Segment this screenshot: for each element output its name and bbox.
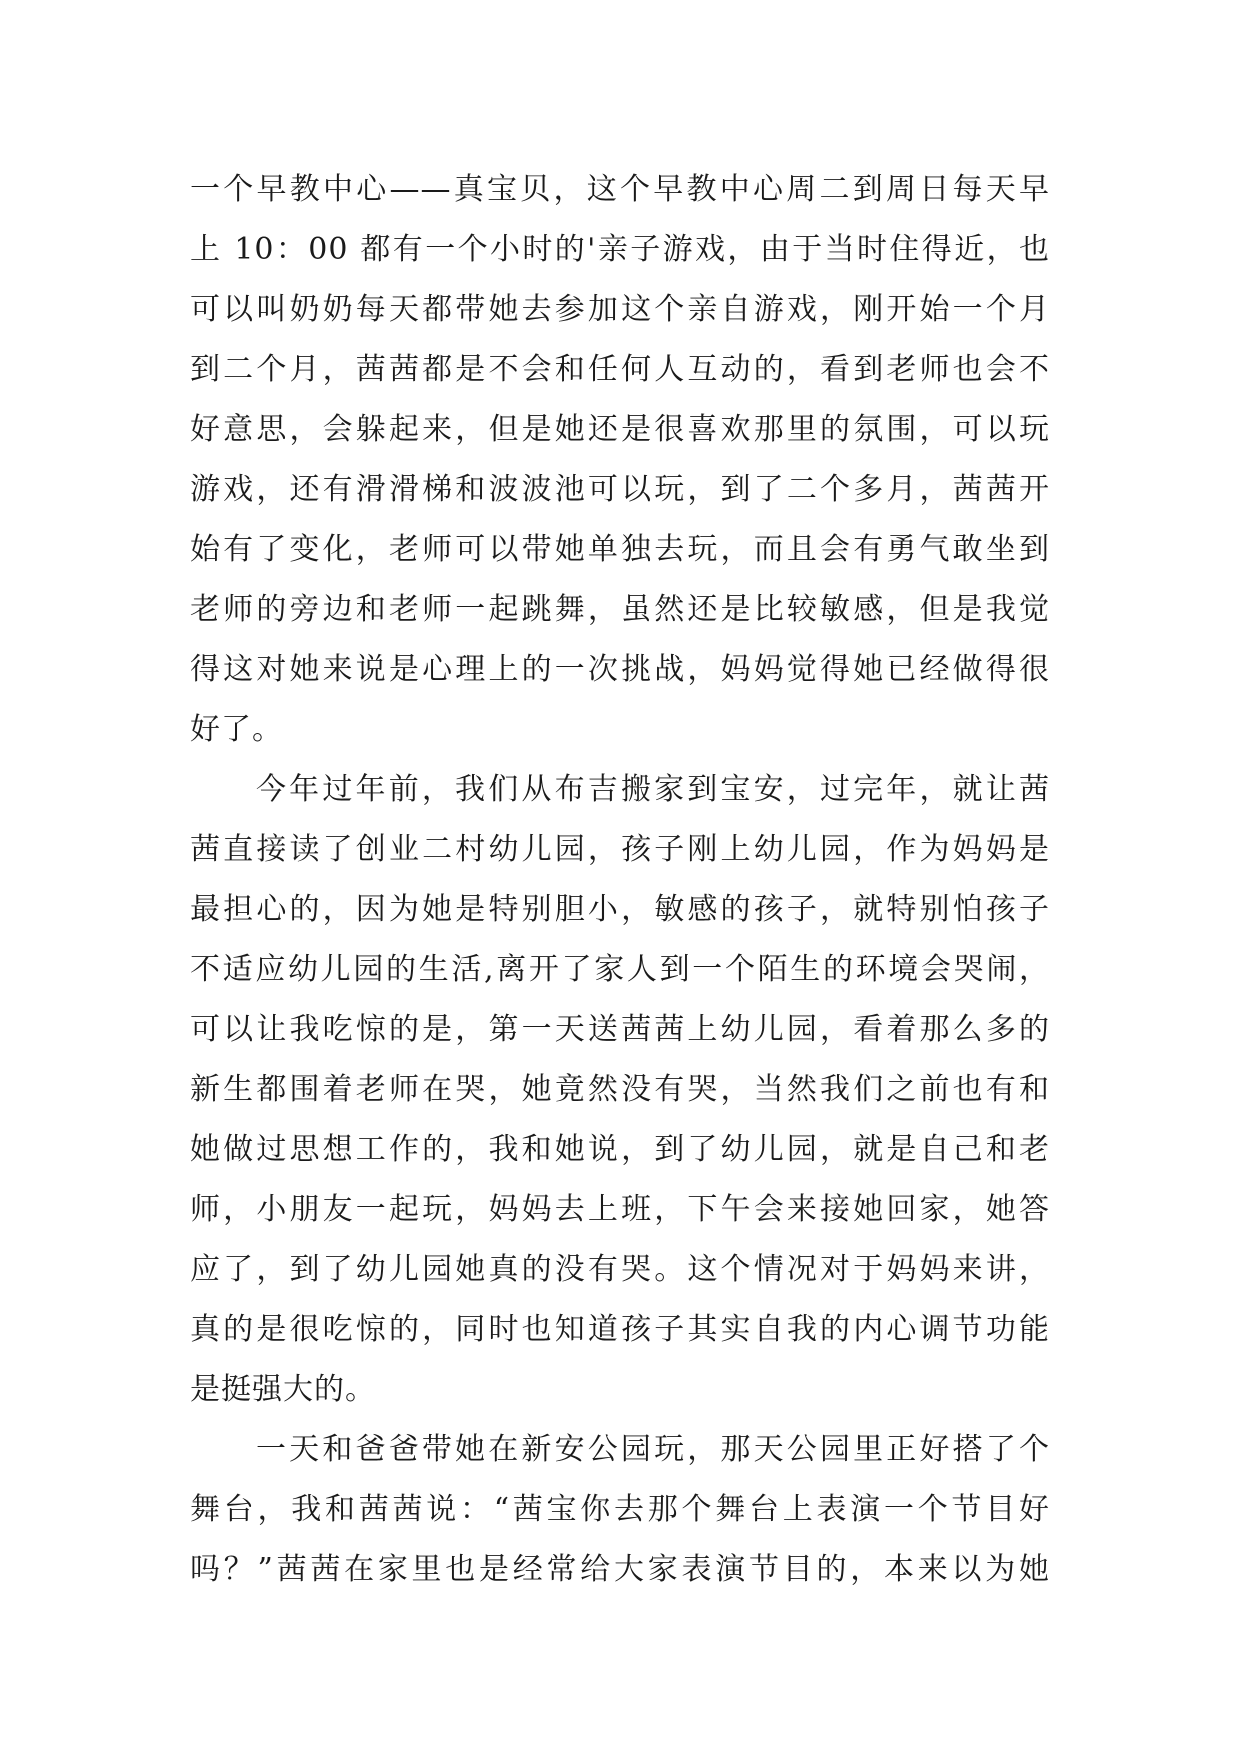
text-line: 应了，到了幼儿园她真的没有哭。这个情况对于妈妈来讲，	[190, 1252, 1050, 1287]
text-line: 始有了变化，老师可以带她单独去玩，而且会有勇气敢坐到	[190, 532, 1050, 567]
text-line: 可以让我吃惊的是，第一天送茜茜上幼儿园，看着那么多的	[190, 1012, 1050, 1047]
text-line: 得这对她来说是心理上的一次挑战，妈妈觉得她已经做得很	[190, 652, 1050, 687]
text-line: 师，小朋友一起玩，妈妈去上班，下午会来接她回家，她答	[190, 1192, 1050, 1227]
text-line: 好了。	[190, 712, 283, 747]
body-text	[190, 160, 1050, 1600]
text-line: 是挺强大的。	[190, 1372, 376, 1407]
text-line: 新生都围着老师在哭，她竟然没有哭，当然我们之前也有和	[190, 1072, 1050, 1107]
paragraph-2	[190, 760, 1050, 1420]
text-line: 老师的旁边和老师一起跳舞，虽然还是比较敏感，但是我觉	[190, 592, 1050, 627]
text-line: 最担心的，因为她是特别胆小，敏感的孩子，就特别怕孩子	[190, 892, 1050, 927]
text-line: 上 10：00 都有一个小时的'亲子游戏，由于当时住得近，也	[190, 232, 1050, 267]
text-line: 她做过思想工作的，我和她说，到了幼儿园，就是自己和老	[190, 1132, 1050, 1167]
text-line: 到二个月，茜茜都是不会和任何人互动的，看到老师也会不	[190, 352, 1050, 387]
text-line: 舞台，我和茜茜说：“茜宝你去那个舞台上表演一个节目好	[190, 1492, 1050, 1527]
text-line: 一个早教中心——真宝贝，这个早教中心周二到周日每天早	[190, 172, 1050, 207]
text-line: 游戏，还有滑滑梯和波波池可以玩，到了二个多月，茜茜开	[190, 472, 1050, 507]
text-line: 一天和爸爸带她在新安公园玩，那天公园里正好搭了个	[256, 1432, 1050, 1467]
text-line: 今年过年前，我们从布吉搬家到宝安，过完年，就让茜	[256, 772, 1050, 807]
text-line: 真的是很吃惊的，同时也知道孩子其实自我的内心调节功能	[190, 1312, 1050, 1347]
text-line: 好意思，会躲起来，但是她还是很喜欢那里的氛围，可以玩	[190, 412, 1050, 447]
text-line: 可以叫奶奶每天都带她去参加这个亲自游戏，刚开始一个月	[190, 292, 1050, 327]
text-line: 茜直接读了创业二村幼儿园，孩子刚上幼儿园，作为妈妈是	[190, 832, 1050, 867]
paragraph-1	[190, 160, 1050, 760]
text-line: 吗？”茜茜在家里也是经常给大家表演节目的，本来以为她	[190, 1552, 1050, 1587]
paragraph-3	[190, 1420, 1050, 1600]
text-line: 不适应幼儿园的生活,离开了家人到一个陌生的环境会哭闹，	[190, 952, 1050, 987]
